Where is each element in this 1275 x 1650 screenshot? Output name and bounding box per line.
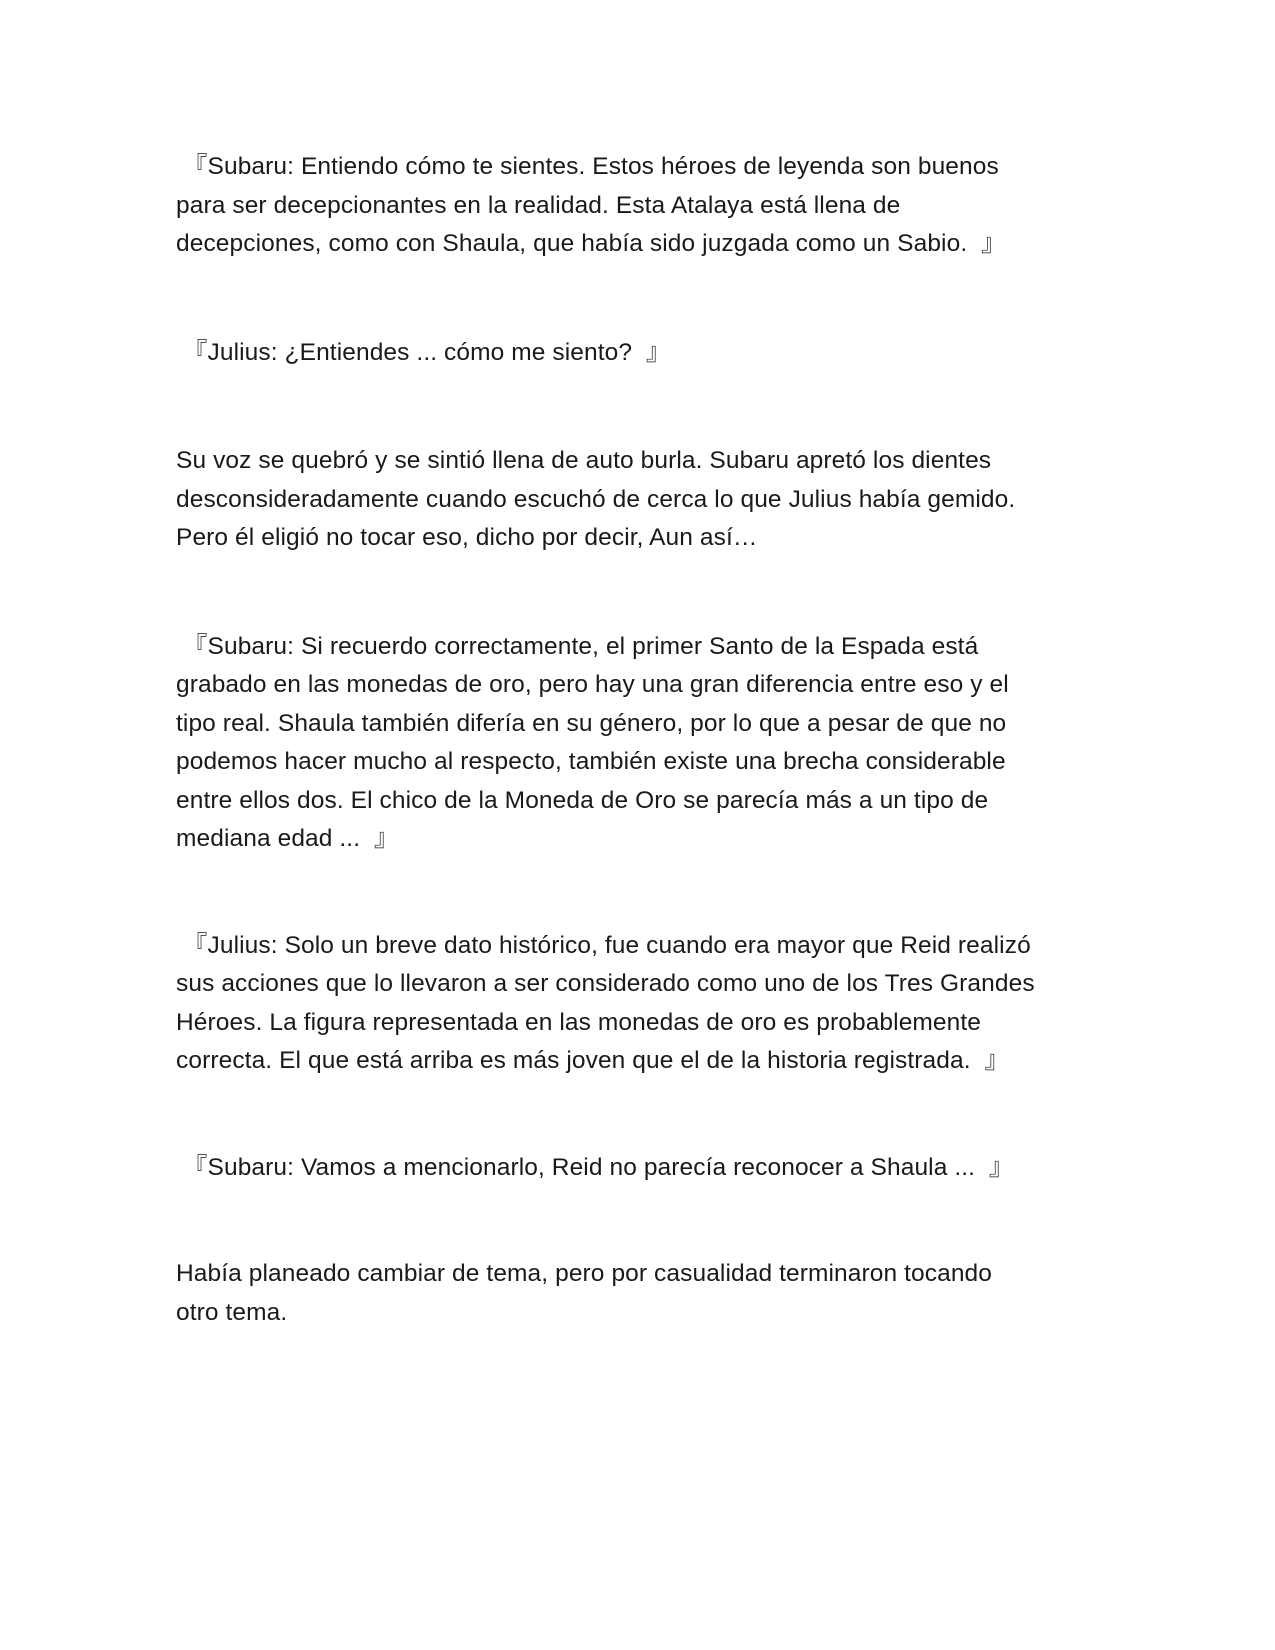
document-body <box>176 148 1096 1332</box>
paragraph-narration-1: Su voz se quebró y se sintió llena de auto burla. Subaru apretó los dientes desconsideradamente cuando escuchó de cerca lo que Julius había gemido. Pero él eligió no tocar eso, dicho por decir, Aun así… <box>176 447 1016 551</box>
paragraph-julius-2: 『Julius: Solo un breve dato histórico, fue cuando era mayor que Reid realizó sus acciones que lo llevaron a ser considerado como uno de los Tres Grandes Héroes. La figura representada en las monedas de oro es probablemente correcta. El que está arriba es más joven que el de la historia registrada. 』 <box>176 931 1035 1074</box>
paragraph-julius-1: 『Julius: ¿Entiendes ... cómo me siento? 』 <box>176 338 671 366</box>
paragraph-subaru-3: 『Subaru: Vamos a mencionarlo, Reid no parecía reconocer a Shaula ... 』 <box>176 1153 1014 1181</box>
paragraph-narration-2: Había planeado cambiar de tema, pero por casualidad terminaron tocando otro tema. <box>176 1260 993 1326</box>
paragraph-subaru-1: 『Subaru: Entiendo cómo te sientes. Estos héroes de leyenda son buenos para ser decepcionantes en la realidad. Esta Atalaya está llena de decepciones, como con Shaula, que había sido juzgada como un Sabio. 』 <box>176 153 1006 257</box>
paragraph-subaru-2: 『Subaru: Si recuerdo correctamente, el primer Santo de la Espada está grabado en las monedas de oro, pero hay una gran diferencia entre eso y el tipo real. Shaula también difería en su género, por lo que a pesar de que no podemos hacer mucho al respecto, también existe una brecha considerable entre ellos dos. El chico de la Moneda de Oro se parecía más a un tipo de mediana edad ... 』 <box>176 632 1009 852</box>
